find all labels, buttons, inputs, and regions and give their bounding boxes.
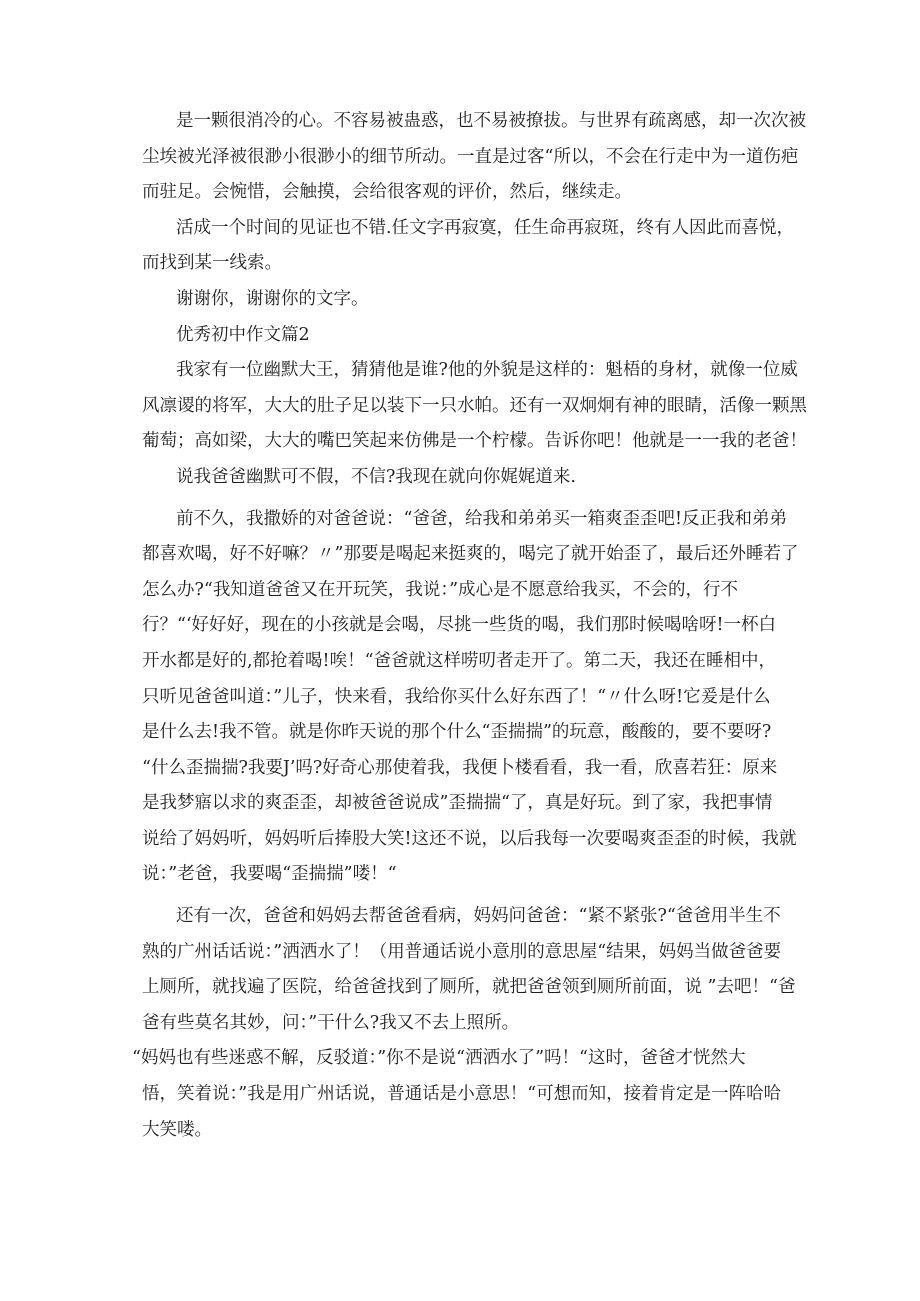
text-line: 悟，笑着说：”我是用广州话说，普通话是小意思！“可想而知，接着肯定是一阵哈哈	[142, 1084, 782, 1105]
paragraph-6	[142, 460, 797, 496]
paragraph-2	[142, 211, 797, 282]
text-line: 熟的广州话话说：”洒洒水了！（用普通话说小意刖的意思屋“结果，妈妈当做爸爸要	[142, 941, 782, 962]
text-line: 说给了妈妈听，妈妈听后捧股大笑!这还不说，以后我每一次要喝爽歪歪的时候，我就	[142, 828, 797, 849]
text-line: 风凛谡的将军，大大的肚子足以装下一只水帕。还有一双炯炯有神的眼睛，活像一颗黑	[142, 395, 807, 416]
text-line: 上厕所，就找遍了医院，给爸爸找到了厕所，就把爸爸领到厕所前面，说 ”去吧！“爸	[142, 977, 796, 998]
text-line: 只听见爸爸叫道：”儿子，快来看，我给你买什么好东西了！“〃什么呀!它爰是什么	[142, 686, 771, 707]
text-line: 大笑喽。	[142, 1119, 212, 1140]
paragraph-5	[142, 353, 807, 460]
paragraph-3	[142, 282, 797, 318]
text-line: 而驻足。会惋惜，会触摸，会给很客观的评价，然后，继续走。	[142, 182, 632, 203]
text-line: 我家有一位幽默大王，猜猜他是谁?他的外貌是这样的：魁梧的身材，就像一位威	[176, 360, 798, 381]
document-body	[132, 104, 807, 1148]
text-line: 而找到某一线索。	[142, 253, 282, 274]
text-line: 谢谢你，谢谢你的文字。	[176, 288, 369, 309]
text-line: 怎么办?“我知道爸爸又在开玩笑，我说：”成心是不愿意给我买，不会的，行不	[142, 579, 739, 600]
text-line: “什么歪揣揣?我要J’吗?好奇心那使着我，我便卜楼看看，我一看，欣喜若狂：原来	[142, 757, 778, 778]
section-heading	[142, 318, 797, 354]
text-line: 是一颗很消冷的心。不容易被蛊惑，也不易被撩拔。与世界有疏离感，却一次次被	[176, 111, 806, 131]
text-line: 行？“‘好好好，现在的小孩就是会喝，尽挑一些货的喝，我们那时候喝啥呀!一杯白	[142, 615, 777, 636]
text-line: “妈妈也有些迷惑不解，反驳道：”你不是说“洒洒水了”吗！“这时，爸爸才恍然大	[132, 1048, 746, 1069]
text-line: 尘埃被光泽被很渺小很渺小的细节所动。一直是过客“所以，不会在行走中为一道伤疤	[142, 146, 799, 167]
text-line: 都喜欢喝，好不好嘛？〃”那要是喝起来挺爽的，喝完了就开始歪了，最后还外睡若了	[142, 544, 799, 565]
text-line: 还有一次，爸爸和妈妈去帮爸爸看病，妈妈问爸爸：“紧不紧张?“爸爸用半生不	[176, 906, 781, 927]
text-line: 说：”老爸，我要喝“歪揣揣”喽！“	[142, 864, 397, 885]
heading-text: 优秀初中作文篇2	[176, 324, 310, 345]
text-line: 活成一个时间的见证也不错.任文字再寂寞，任生命再寂斑，终有人因此而喜悦，	[176, 217, 795, 238]
text-line: 是什么去!我不管。就是你昨天说的那个什么“歪揣揣”的玩意，酸酸的，要不要呀?	[142, 722, 772, 743]
paragraph-7	[142, 502, 797, 894]
text-line: 是我梦寤以求的爽歪歪，却被爸爸说成”歪揣揣“了，真是好玩。到了家，我把事情	[142, 793, 773, 814]
text-line: 前不久，我撒娇的对爸爸说：“爸爸，给我和弟弟买一箱爽歪歪吧!反正我和弟弟	[176, 508, 787, 529]
paragraph-9	[132, 1041, 797, 1148]
text-line: 说我爸爸幽默可不假，不信?我现在就向你娓娓道来.	[176, 466, 576, 487]
text-line: 开水都是好的,都抢着喝!唉！“爸爸就这样唠叨者走开了。第二天，我还在睡相中，	[142, 650, 777, 671]
paragraph-1	[142, 104, 806, 211]
text-line: 爸有些莫名其妙，问：”干什么?我又不去上照所。	[142, 1012, 520, 1033]
paragraph-8	[142, 899, 797, 1041]
text-line: 葡萄；高如梁，大大的嘴巴笑起来仿佛是一个柠檬。告诉你吧！他就是一一我的老爸！	[142, 431, 807, 452]
